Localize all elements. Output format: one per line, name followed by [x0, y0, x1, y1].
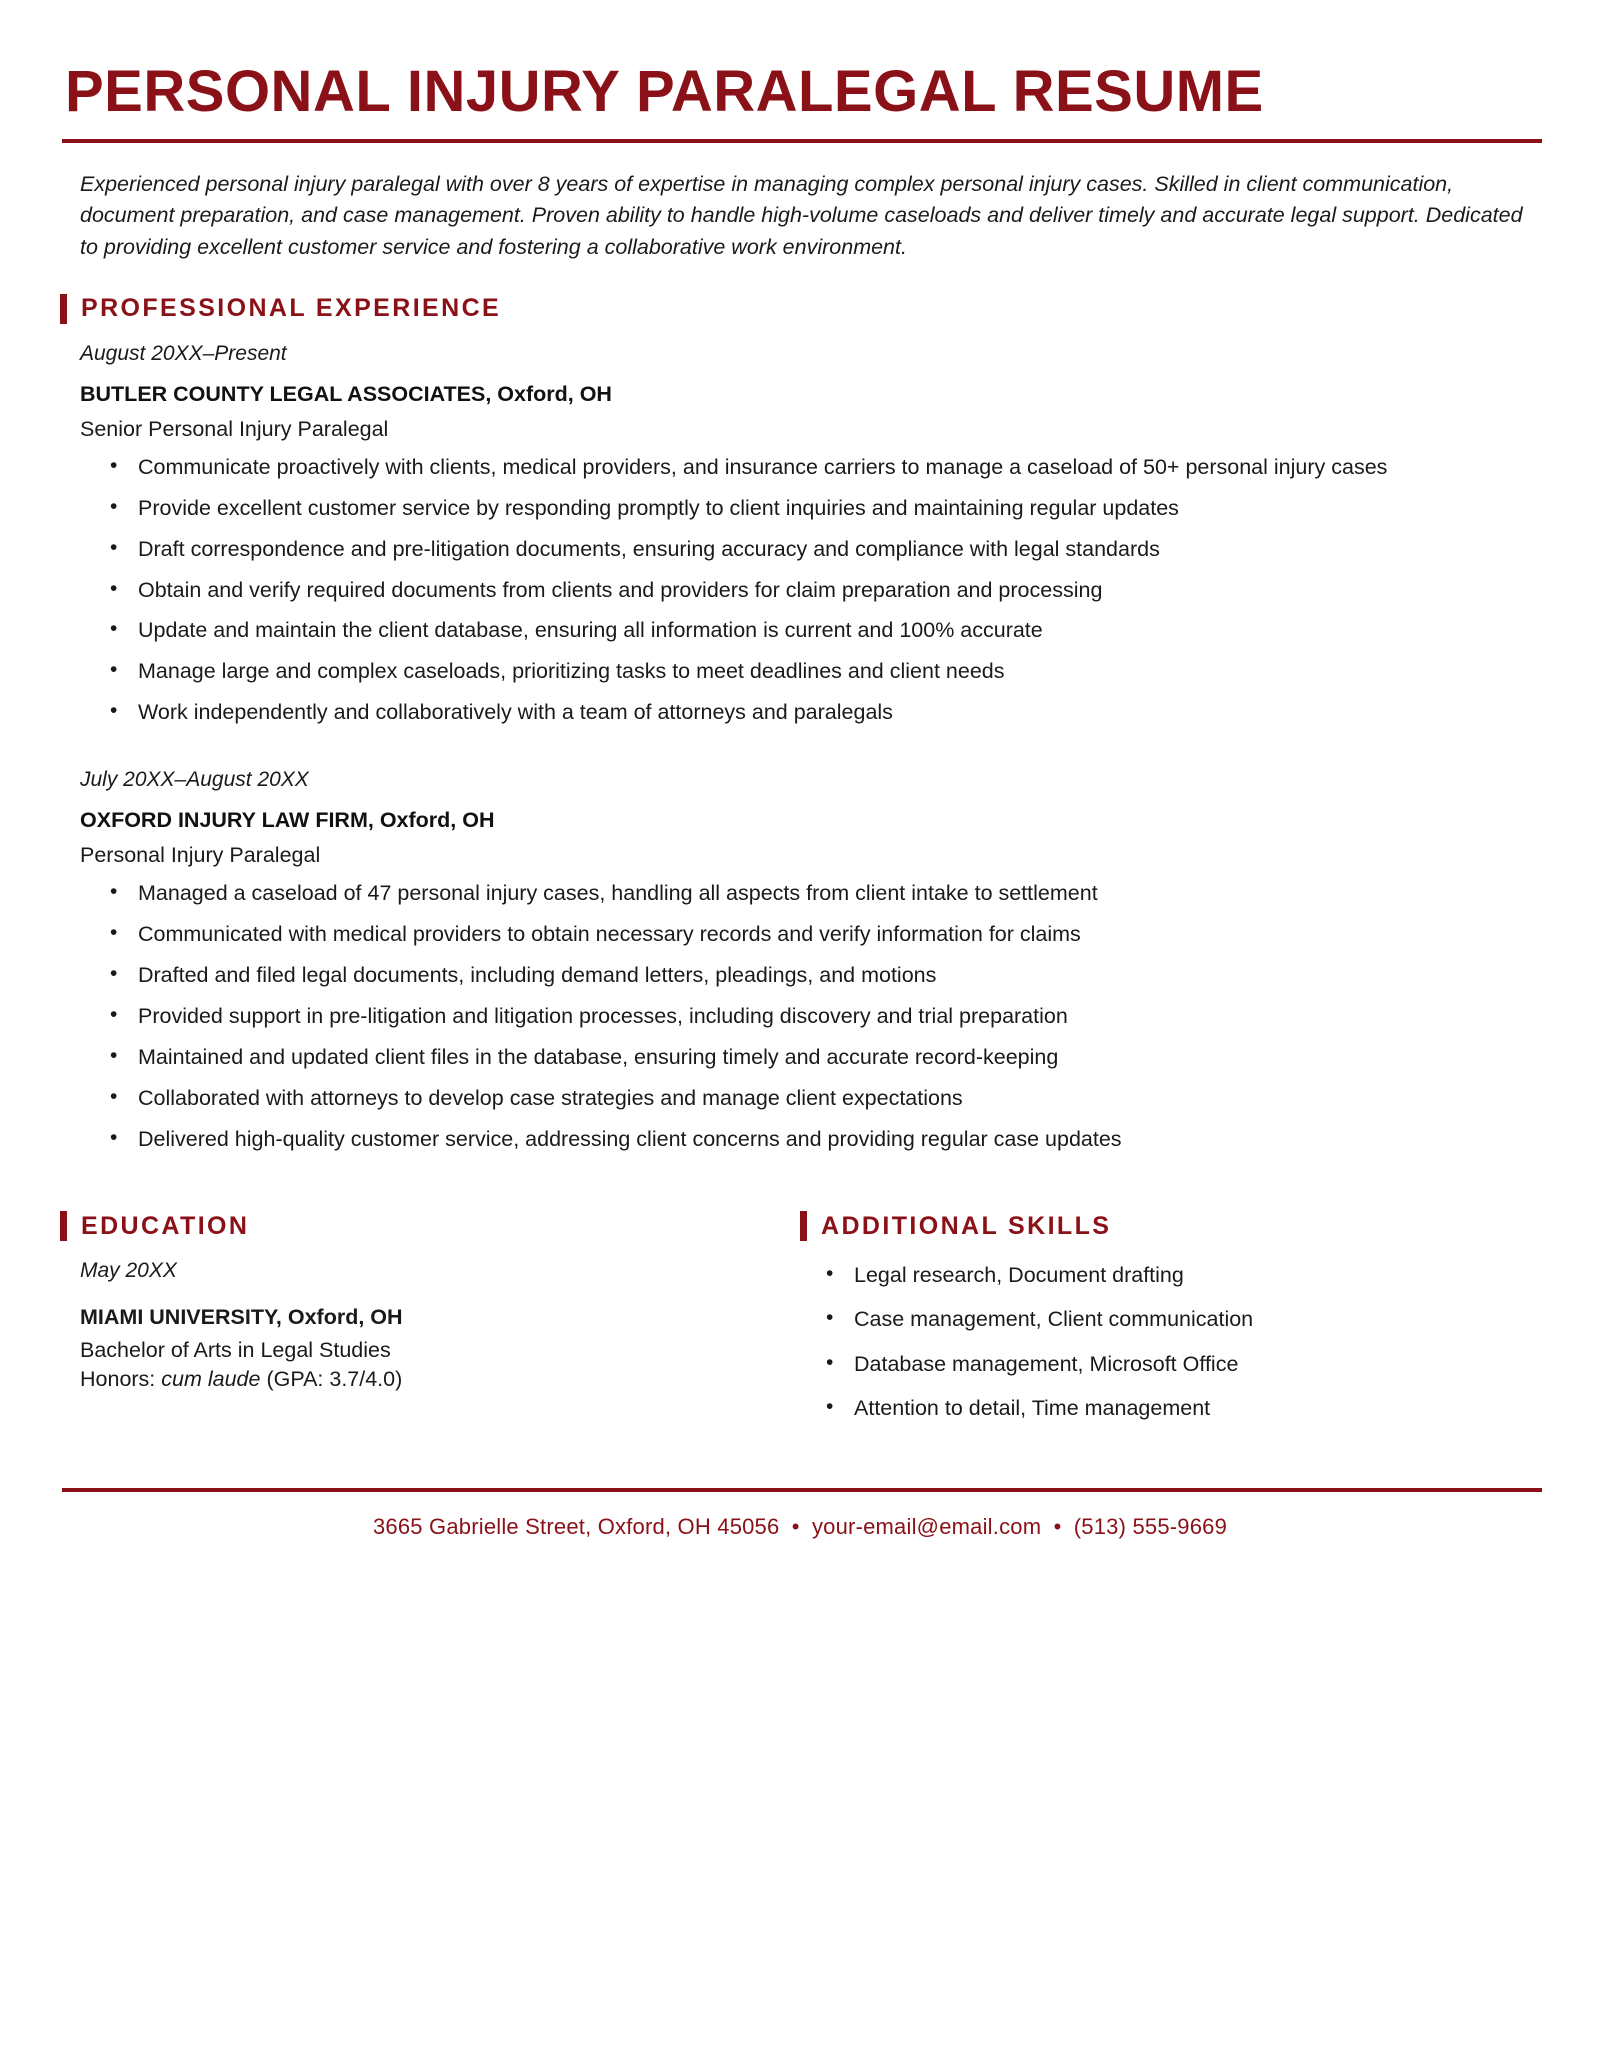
education-honors-gpa: (GPA: 3.7/4.0)	[260, 1367, 403, 1392]
list-item: • Provide excellent customer service by responding promptly to client inquiries and maintaining regular updates	[138, 493, 1540, 524]
education-degree: Bachelor of Arts in Legal Studies	[80, 1338, 391, 1363]
experience-organization: OXFORD INJURY LAW FIRM, Oxford, OH	[80, 808, 495, 833]
list-item: • Attention to detail, Time management	[854, 1392, 1540, 1424]
experience-date: July 20XX–August 20XX	[80, 768, 309, 792]
contact-email[interactable]: your-email@email.com	[811, 1514, 1042, 1540]
list-item: • Communicated with medical providers to obtain necessary records and verify information for claims	[138, 919, 1540, 950]
contact-phone[interactable]: (513) 555-9669	[1073, 1514, 1228, 1540]
experience-bullet-list	[80, 878, 1540, 1155]
section-accent-bar	[60, 1211, 67, 1241]
skills-list	[800, 1259, 1540, 1424]
section-accent-bar	[800, 1211, 807, 1241]
footer	[60, 1488, 1540, 1574]
education-honors-prefix: Honors:	[80, 1367, 162, 1392]
list-item: • Work independently and collaboratively with a team of attorneys and paralegals	[138, 697, 1540, 728]
contact-separator: •	[1053, 1514, 1062, 1540]
section-accent-bar	[60, 294, 67, 324]
entry-spacer	[60, 738, 1540, 768]
list-item: • Manage large and complex caseloads, prioritizing tasks to meet deadlines and client needs	[138, 656, 1540, 687]
experience-date: August 20XX–Present	[80, 341, 287, 365]
list-item: • Delivered high-quality customer service, addressing client concerns and providing regular case updates	[138, 1124, 1540, 1155]
list-item: • Collaborated with attorneys to develop case strategies and manage client expectations	[138, 1083, 1540, 1114]
page-title: PERSONAL INJURY PARALEGAL RESUME	[65, 59, 1264, 124]
section-title-skills: ADDITIONAL SKILLS	[821, 1211, 1112, 1240]
section-title-experience: PROFESSIONAL EXPERIENCE	[81, 294, 502, 323]
list-item: • Case management, Client communication	[854, 1303, 1540, 1335]
contact-address: 3665 Gabrielle Street, Oxford, OH 45056	[372, 1514, 780, 1540]
experience-role: Personal Injury Paralegal	[80, 843, 321, 868]
experience-role: Senior Personal Injury Paralegal	[80, 416, 389, 441]
contact-line	[60, 1514, 1540, 1540]
list-item: • Draft correspondence and pre-litigation documents, ensuring accuracy and compliance with legal standards	[138, 534, 1540, 565]
education-column	[60, 1181, 760, 1436]
skills-column	[760, 1181, 1540, 1436]
section-header-skills	[800, 1211, 1540, 1241]
contact-separator: •	[791, 1514, 800, 1540]
list-item: • Provided support in pre-litigation and litigation processes, including discovery and trial preparation	[138, 1001, 1540, 1032]
list-item: • Drafted and filed legal documents, including demand letters, pleadings, and motions	[138, 960, 1540, 991]
education-school: MIAMI UNIVERSITY, Oxford, OH	[80, 1305, 403, 1330]
experience-entry	[80, 342, 1540, 729]
section-header-experience	[60, 294, 1540, 324]
section-header-education	[60, 1211, 760, 1241]
experience-organization: BUTLER COUNTY LEGAL ASSOCIATES, Oxford, OH	[80, 381, 612, 406]
section-title-education: EDUCATION	[81, 1211, 250, 1240]
experience-bullet-list	[80, 452, 1540, 729]
list-item: • Update and maintain the client database, ensuring all information is current and 100% accurate	[138, 615, 1540, 646]
education-date: May 20XX	[80, 1259, 177, 1283]
list-item: • Managed a caseload of 47 personal injury cases, handling all aspects from client intake to settlement	[138, 878, 1540, 909]
experience-entry	[80, 768, 1540, 1155]
list-item: • Communicate proactively with clients, medical providers, and insurance carriers to manage a caseload of 50+ personal injury cases	[138, 452, 1540, 483]
list-item: • Legal research, Document drafting	[854, 1259, 1540, 1291]
professional-summary: Experienced personal injury paralegal with over 8 years of expertise in managing complex personal injury cases. Skilled in client communication, document preparation, and case management. Proven ability to handle high-volume caseloads and deliver timely and accurate legal support. Dedicated to providing excellent customer service and fostering a collaborative work environment.	[80, 171, 1523, 260]
list-item: • Maintained and updated client files in the database, ensuring timely and accurate record-keeping	[138, 1042, 1540, 1073]
list-item: • Obtain and verify required documents from clients and providers for claim preparation and processing	[138, 575, 1540, 606]
list-item: • Database management, Microsoft Office	[854, 1348, 1540, 1380]
title-divider	[62, 139, 1542, 143]
footer-divider	[62, 1488, 1542, 1492]
bottom-columns	[60, 1181, 1540, 1436]
education-honors	[80, 1367, 760, 1392]
education-honors-latin: cum laude	[161, 1367, 261, 1392]
